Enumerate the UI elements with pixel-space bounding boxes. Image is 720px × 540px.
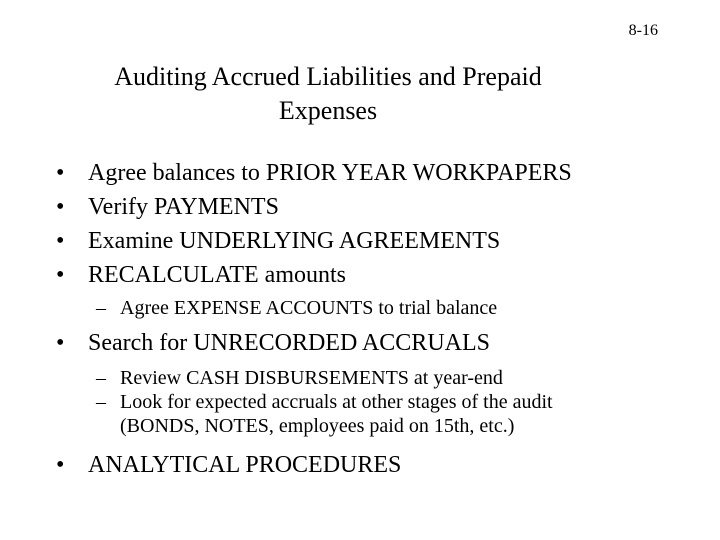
bullet-dot-icon: •	[56, 262, 65, 288]
bullet-item	[0, 258, 720, 292]
bullet-text: Search for UNRECORDED ACCRUALS	[88, 330, 490, 356]
slide-title-line-1: Auditing Accrued Liabilities and Prepaid	[114, 62, 542, 91]
bullet-item	[0, 156, 720, 190]
bullet-text: Verify PAYMENTS	[88, 194, 279, 220]
dash-icon: –	[96, 391, 106, 413]
bullet-dot-icon: •	[56, 452, 65, 478]
sub-item-text: Look for expected accruals at other stages of the audit	[120, 391, 553, 413]
dash-icon: –	[96, 297, 106, 319]
bullet-list	[0, 156, 720, 482]
sub-item	[0, 296, 720, 320]
bullet-dot-icon: •	[56, 194, 65, 220]
bullet-dot-icon: •	[56, 160, 65, 186]
bullet-text: RECALCULATE amounts	[88, 262, 346, 288]
bullet-item	[0, 448, 720, 482]
bullet-dot-icon: •	[56, 330, 65, 356]
slide-title	[60, 60, 596, 128]
sub-item	[0, 366, 720, 390]
bullet-text: Agree balances to PRIOR YEAR WORKPAPERS	[88, 160, 572, 186]
bullet-item	[0, 190, 720, 224]
sub-list-container	[0, 296, 720, 320]
sub-item	[0, 390, 720, 438]
bullet-text: Examine UNDERLYING AGREEMENTS	[88, 228, 501, 254]
dash-icon: –	[96, 367, 106, 389]
bullet-text: ANALYTICAL PROCEDURES	[88, 452, 402, 478]
sub-list	[0, 296, 720, 320]
sub-list-container	[0, 366, 720, 438]
bullet-dot-icon: •	[56, 228, 65, 254]
sub-item-text: Review CASH DISBURSEMENTS at year-end	[120, 367, 503, 389]
bullet-item	[0, 326, 720, 360]
slide-number: 8-16	[628, 22, 658, 39]
sub-list	[0, 366, 720, 438]
slide-title-line-2: Expenses	[278, 96, 378, 125]
sub-item-text: Agree EXPENSE ACCOUNTS to trial balance	[120, 297, 498, 319]
bullet-item	[0, 224, 720, 258]
sub-item-text-continued: (BONDS, NOTES, employees paid on 15th, etc.)	[120, 415, 515, 437]
